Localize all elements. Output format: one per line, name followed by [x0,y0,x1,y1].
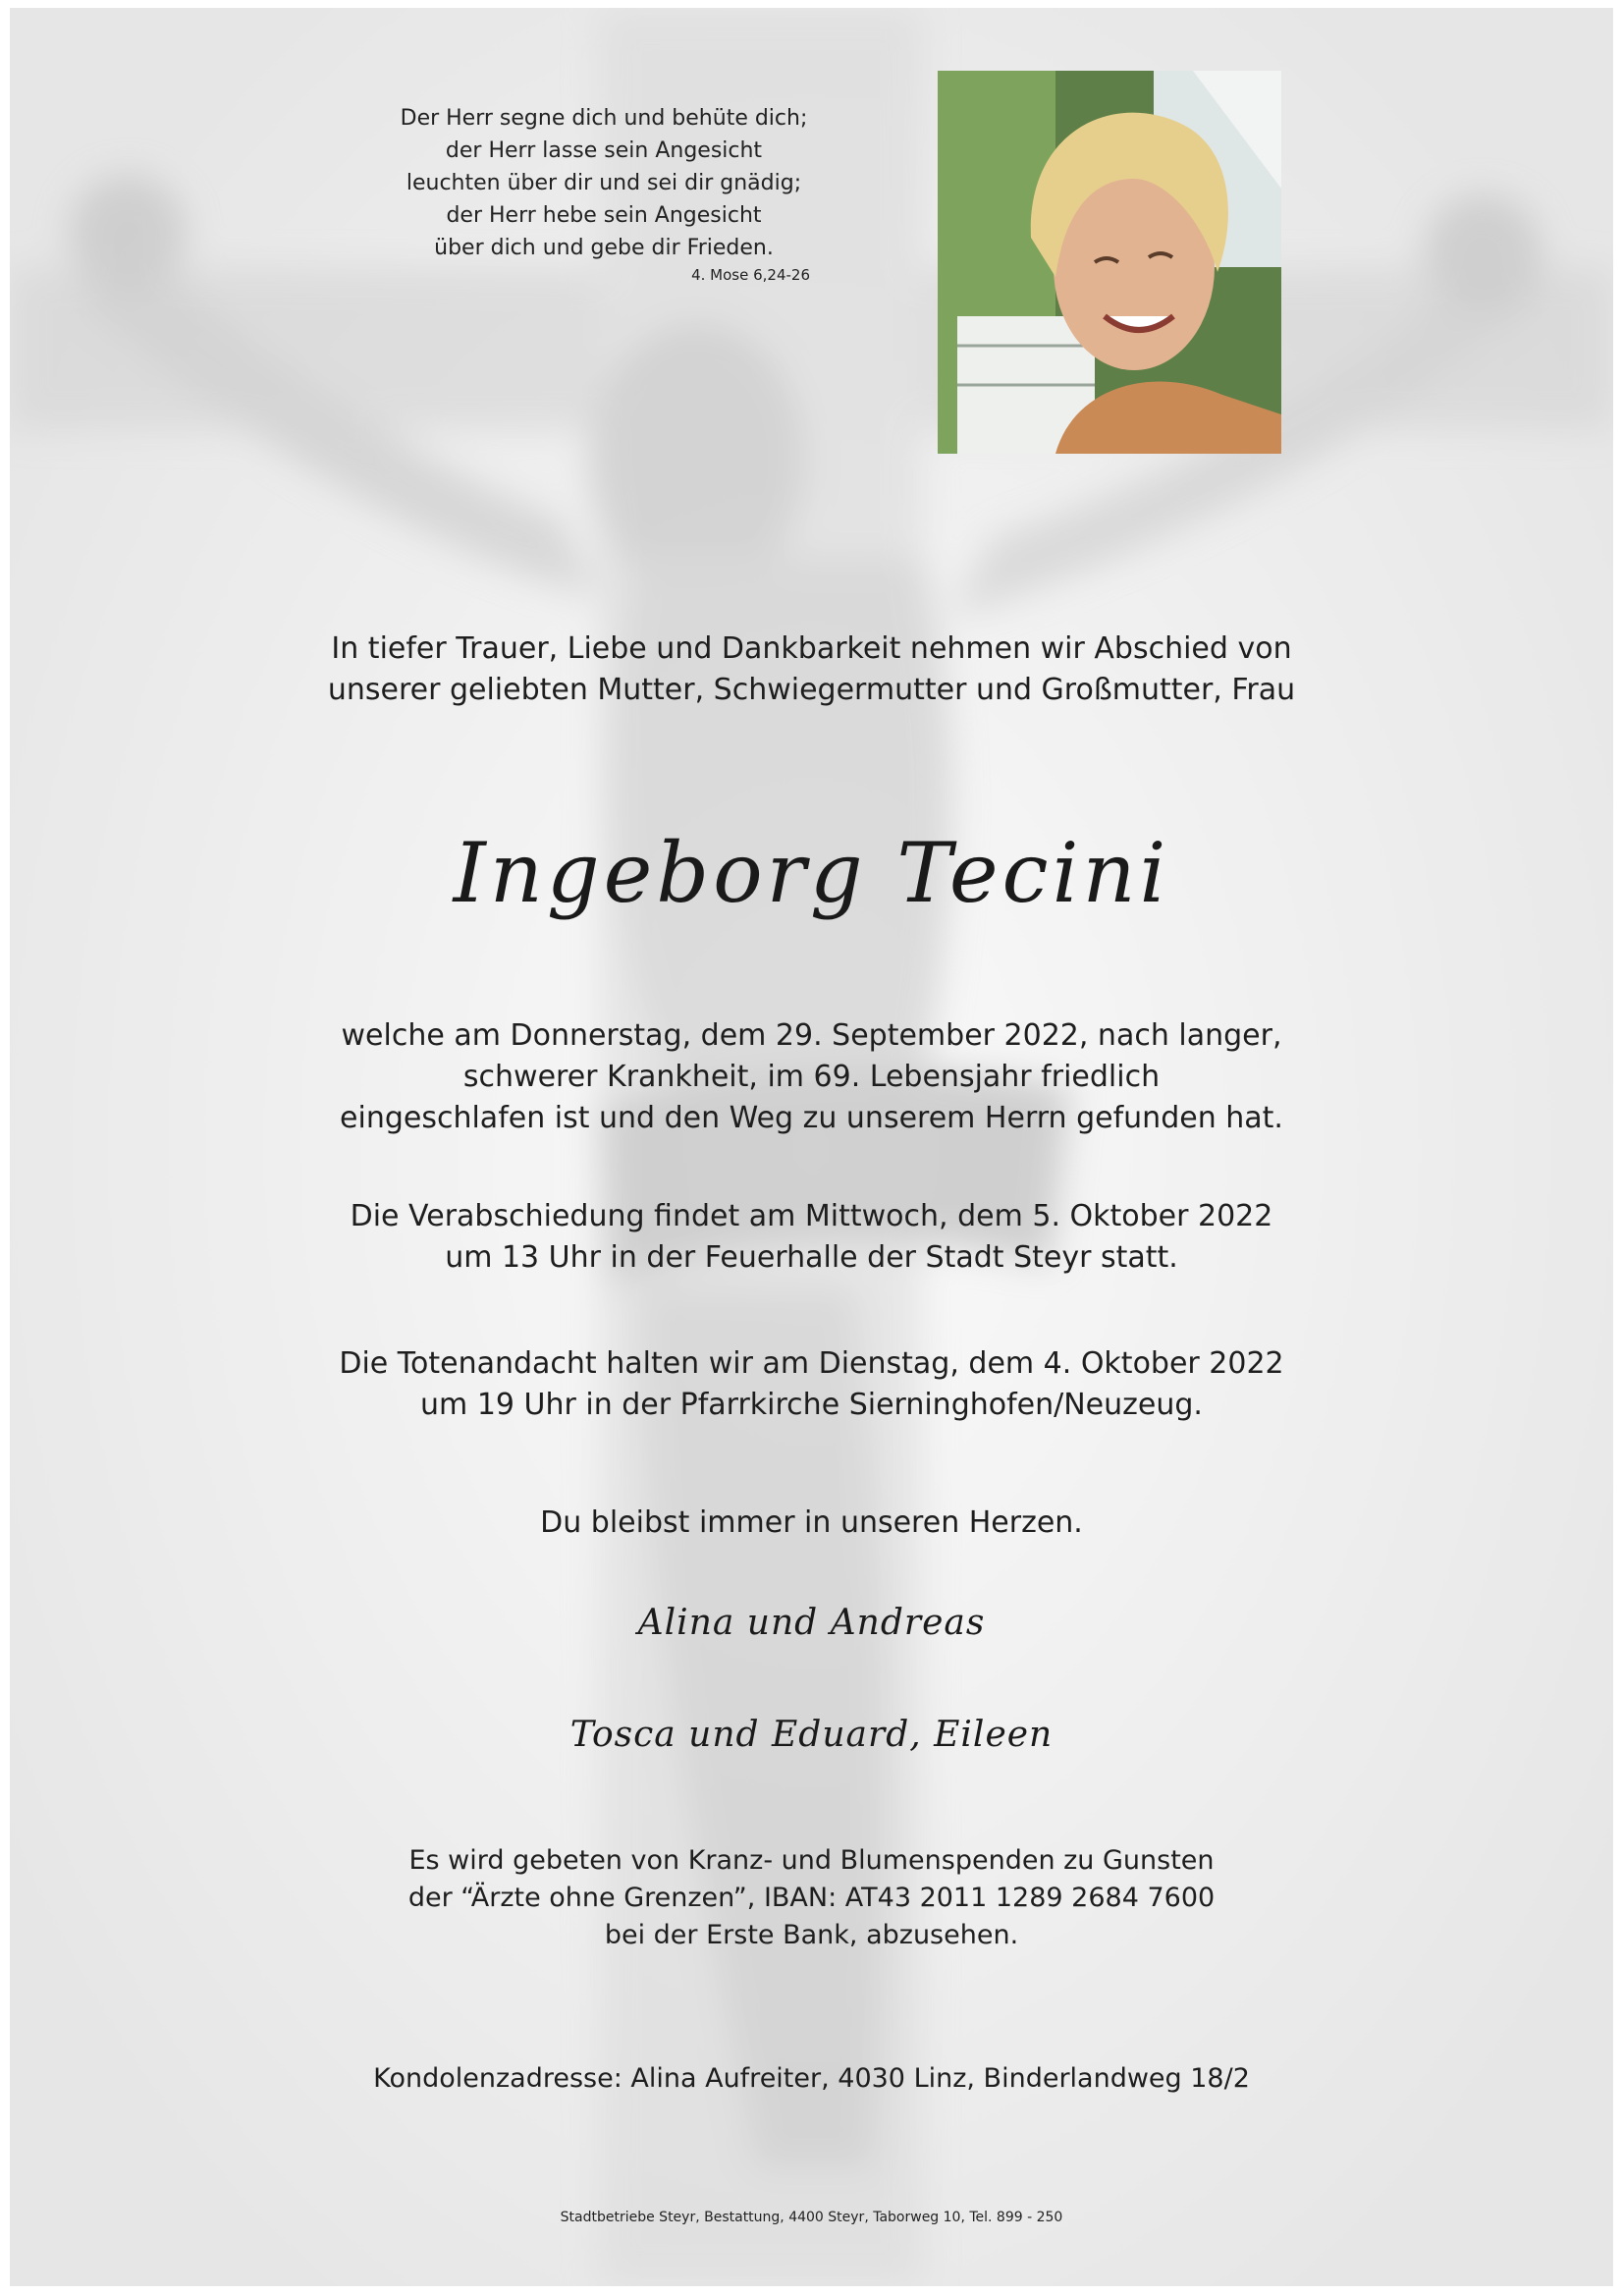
verse-line: der Herr hebe sein Angesicht [446,203,762,228]
funeral-home-footer: Stadtbetriebe Steyr, Bestattung, 4400 Steyr, Taborweg 10, Tel. 899 - 250 [560,2210,1063,2225]
closing-line: Du bleibst immer in unseren Herzen. [540,1505,1083,1540]
vigil-info [0,1343,1623,1426]
farewell-line: um 13 Uhr in der Feuerhalle der Stadt Steyr statt. [445,1240,1178,1275]
verse-line: leuchten über dir und sei dir gnädig; [406,171,802,195]
vigil-line: Die Totenandacht halten wir am Dienstag, dem 4. Oktober 2022 [339,1346,1284,1381]
verse-reference: 4. Mose 6,24-26 [691,266,810,284]
verse-line: Der Herr segne dich und behüte dich; [400,106,808,131]
portrait-photo [938,71,1281,454]
intro-line: unserer geliebten Mutter, Schwiegermutter und Großmutter, Frau [327,673,1296,707]
death-notice [0,1015,1623,1139]
farewell-info [0,1196,1623,1279]
deceased-name: Ingeborg Tecini [453,825,1170,921]
donation-note [0,1842,1623,1954]
donation-line: bei der Erste Bank, abzusehen. [604,1920,1019,1950]
death-notice-line: welche am Donnerstag, dem 29. September 2022, nach langer, [341,1018,1282,1053]
donation-line: der “Ärzte ohne Grenzen”, IBAN: AT43 2011 1289 2684 7600 [407,1883,1216,1913]
death-notice-line: schwerer Krankheit, im 69. Lebensjahr friedlich [462,1060,1161,1094]
vigil-line: um 19 Uhr in der Pfarrkirche Sierninghofen/Neuzeug. [420,1388,1203,1422]
verse-line: über dich und gebe dir Frieden. [434,236,774,260]
intro-line: In tiefer Trauer, Liebe und Dankbarkeit nehmen wir Abschied von [331,631,1292,666]
farewell-line: Die Verabschiedung findet am Mittwoch, dem 5. Oktober 2022 [350,1199,1273,1233]
condolence-address: Kondolenzadresse: Alina Aufreiter, 4030 Linz, Binderlandweg 18/2 [373,2063,1250,2094]
family-line-1: Alina und Andreas [637,1603,986,1643]
donation-line: Es wird gebeten von Kranz- und Blumenspenden zu Gunsten [408,1845,1215,1876]
bible-verse [353,102,854,286]
verse-line: der Herr lasse sein Angesicht [445,138,763,163]
family-line-2: Tosca und Eduard, Eileen [569,1715,1054,1755]
intro-text [0,629,1623,711]
death-notice-line: eingeschlafen ist und den Weg zu unserem Herrn gefunden hat. [340,1101,1283,1135]
